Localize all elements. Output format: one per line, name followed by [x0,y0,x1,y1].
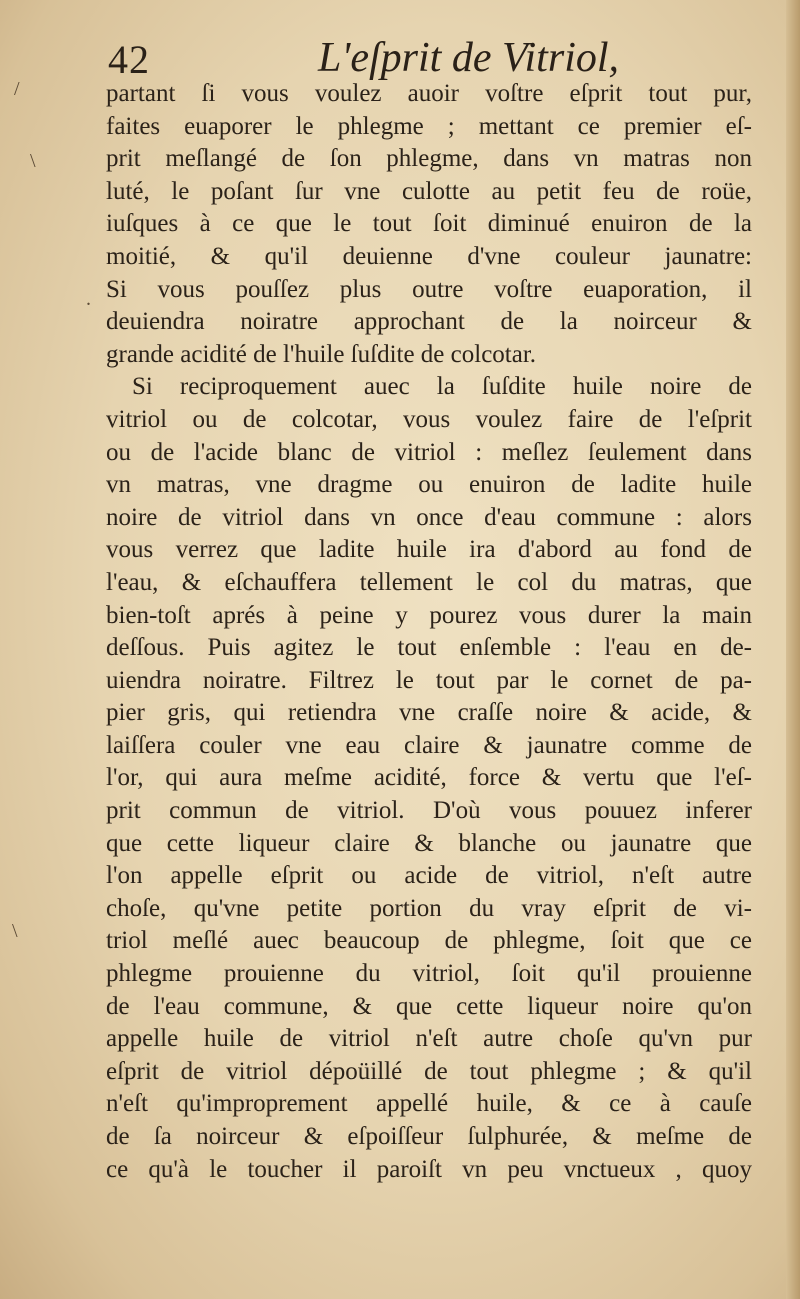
text-line: moitié, & qu'il deuienne d'vne couleur jaunatre: [106,242,752,270]
body-text [106,78,752,1186]
text-line: l'or, qui aura meſme acidité, force & vertu que l'eſ- [106,764,752,792]
text-line: ou de l'acide blanc de vitriol : meſlez ſeulement dans [106,438,752,466]
text-line: vous verrez que ladite huile ira d'abord au fond de [106,536,752,564]
text-line: deſſous. Puis agitez le tout enſemble : l'eau en de- [106,634,752,662]
text-line: pier gris, qui retiendra vne craſſe noire & acide, & [106,699,752,727]
text-line: deuiendra noiratre approchant de la noirceur & [106,308,752,336]
text-line: triol meſlé auec beaucoup de phlegme, ſoit que ce [106,927,752,955]
text-line: ce qu'à le toucher il paroiſt vn peu vnctueux , quoy [106,1155,752,1183]
text-line: l'eau, & eſchauffera tellement le col du matras, que [106,568,752,596]
text-line: appelle huile de vitriol n'eſt autre choſe qu'vn pur [106,1025,752,1053]
text-line: laiſſera couler vne eau claire & jaunatre comme de [106,731,752,759]
text-line: noire de vitriol dans vn once d'eau commune : alors [106,503,752,531]
margin-mark: . [86,288,91,310]
text-line: vn matras, vne dragme ou enuiron de ladite huile [106,471,752,499]
text-line: prit meſlangé de ſon phlegme, dans vn matras non [106,145,752,173]
text-line: de l'eau commune, & que cette liqueur noire qu'on [106,992,752,1020]
margin-mark: / [14,78,20,100]
text-line: partant ſi vous voulez auoir voſtre eſprit tout pur, [106,80,752,107]
margin-mark: \ [12,920,18,942]
text-line: phlegme prouienne du vitriol, ſoit qu'il prouienne [106,960,752,988]
text-line: que cette liqueur claire & blanche ou jaunatre que [106,829,752,857]
text-line: faites euaporer le phlegme ; mettant ce premier eſ- [106,112,752,140]
text-line: l'on appelle eſprit ou acide de vitriol, n'eſt autre [106,862,752,890]
text-line: de ſa noirceur & eſpoiſſeur ſulphurée, & meſme de [106,1123,752,1150]
text-line: Si vous pouſſez plus outre voſtre euaporation, il [106,275,752,303]
text-line: eſprit de vitriol dépoüillé de tout phlegme ; & qu'il [106,1057,752,1085]
text-line: choſe, qu'vne petite portion du vray eſprit de vi- [106,894,752,922]
running-title: L'eſprit de Vitriol, [318,35,620,81]
text-line: bien-toſt aprés à peine y pourez vous durer la main [106,601,752,629]
text-line: grande acidité de l'huile ſuſdite de colcotar. [106,340,537,368]
text-line: iuſques à ce que le tout ſoit diminué enuiron de la [106,210,752,238]
text-line: Si reciproquement auec la ſuſdite huile noire de [132,373,752,401]
page-number: 42 [108,37,150,82]
text-line: prit commun de vitriol. D'où vous pouuez inferer [106,797,752,825]
page-edge-shadow [786,0,800,1299]
text-line: luté, le poſant ſur vne culotte au petit feu de roüe, [106,177,752,205]
text-line: vitriol ou de colcotar, vous voulez faire de l'eſprit [106,405,752,433]
text-line: uiendra noiratre. Filtrez le tout par le cornet de pa- [106,666,752,694]
text-line: n'eſt qu'improprement appellé huile, & ce à cauſe [106,1090,752,1118]
margin-mark: \ [30,150,36,172]
